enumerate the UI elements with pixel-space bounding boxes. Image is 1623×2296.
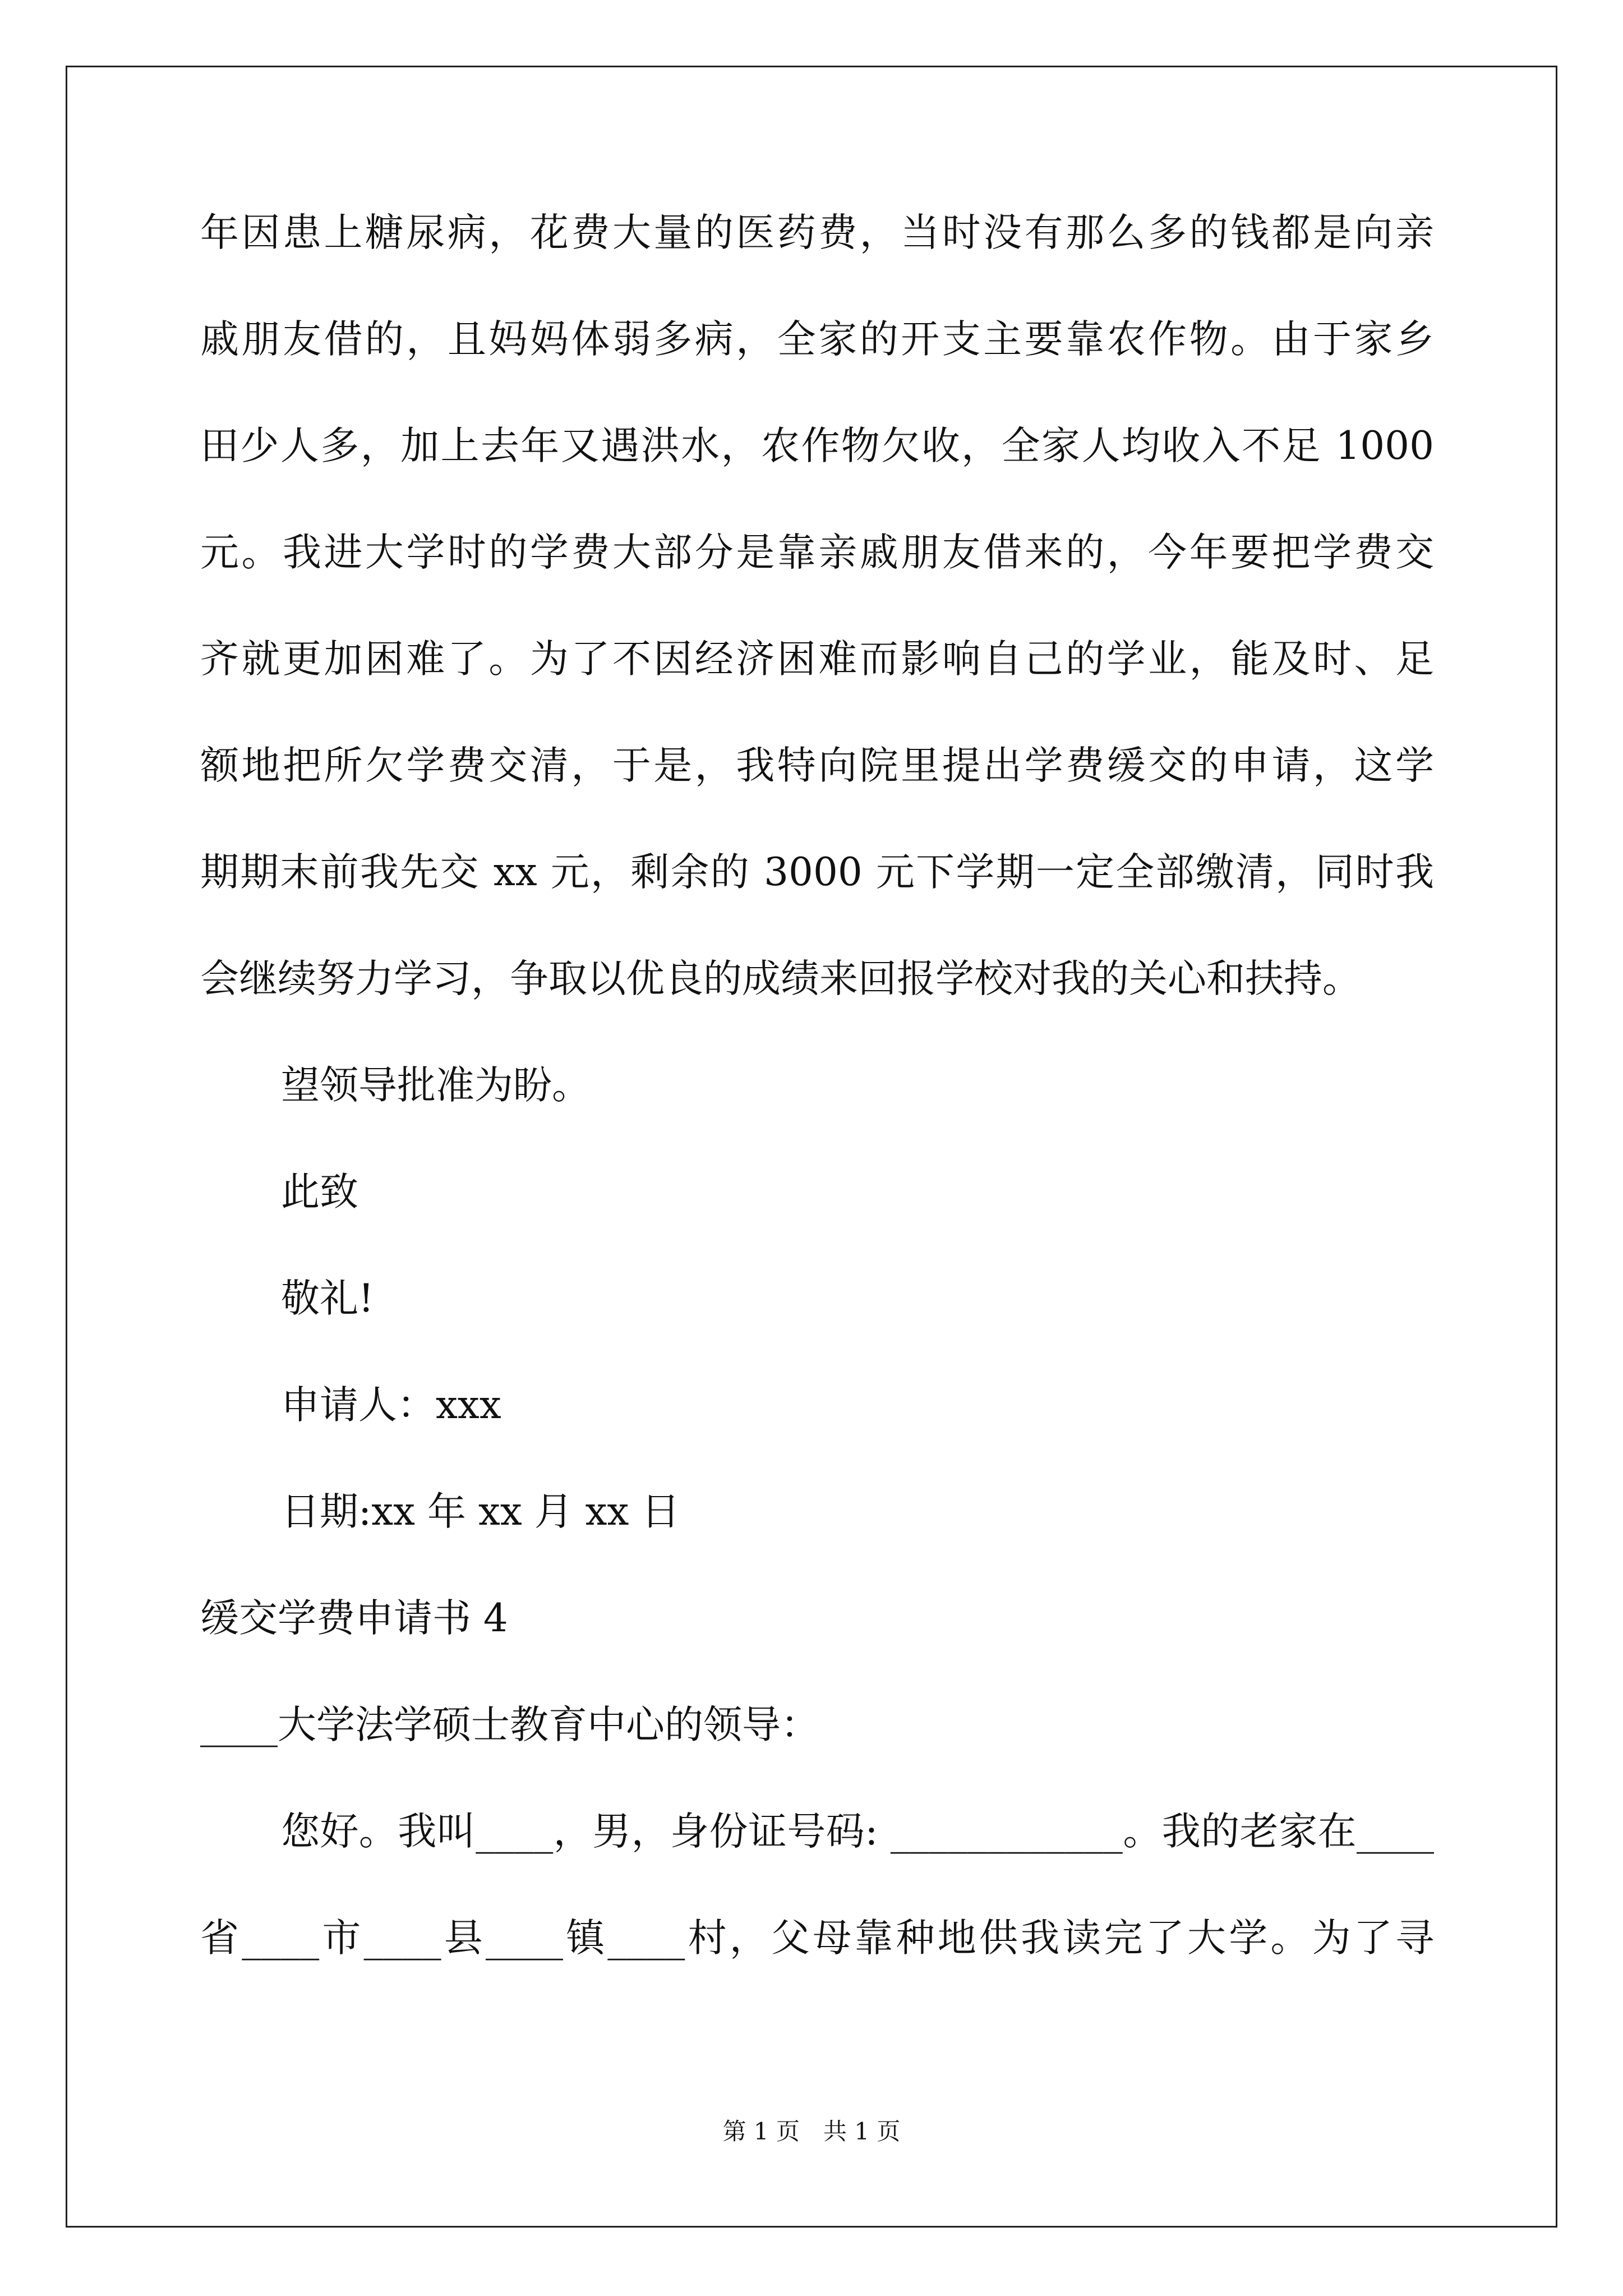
page-border	[66, 66, 1557, 2228]
date-line: 日期:xx 年 xx 月 xx 日	[281, 1489, 680, 1534]
paragraph-line: 会继续努力学习，争取以优良的成绩来回报学校对我的关心和扶持。	[200, 956, 1361, 1001]
closing-line: 敬礼!	[281, 1276, 374, 1321]
salutation-line: ____大学法学硕士教育中心的领导：	[200, 1703, 819, 1747]
request-line: 望领导批准为盼。	[281, 1063, 591, 1108]
paragraph-line: 元。我进大学时的学费大部分是靠亲戚朋友借来的，今年要把学费交	[200, 530, 1434, 575]
applicant-line: 申请人：xxx	[281, 1383, 501, 1428]
section-title: 缓交学费申请书 4	[200, 1596, 508, 1641]
paragraph-line: 额地把所欠学费交清，于是，我特向院里提出学费缓交的申请，这学	[200, 743, 1434, 788]
paragraph-line: 您好。我叫____，男，身份证号码: ____________。我的老家在____	[281, 1809, 1434, 1854]
page-number-footer: 第 1 页 共 1 页	[722, 2118, 901, 2145]
paragraph-line: 省____市____县____镇____村，父母靠种地供我读完了大学。为了寻	[200, 1916, 1434, 1961]
closing-line: 此致	[281, 1170, 358, 1214]
paragraph-line: 年因患上糖尿病，花费大量的医药费，当时没有那么多的钱都是向亲	[200, 210, 1434, 255]
paragraph-line: 期期末前我先交 xx 元，剩余的 3000 元下学期一定全部缴清，同时我	[200, 850, 1434, 895]
paragraph-line: 田少人多，加上去年又遇洪水，农作物欠收，全家人均收入不足 1000	[200, 424, 1434, 468]
paragraph-line: 齐就更加困难了。为了不因经济困难而影响自己的学业，能及时、足	[200, 637, 1434, 682]
paragraph-line: 戚朋友借的，且妈妈体弱多病，全家的开支主要靠农作物。由于家乡	[200, 317, 1434, 362]
